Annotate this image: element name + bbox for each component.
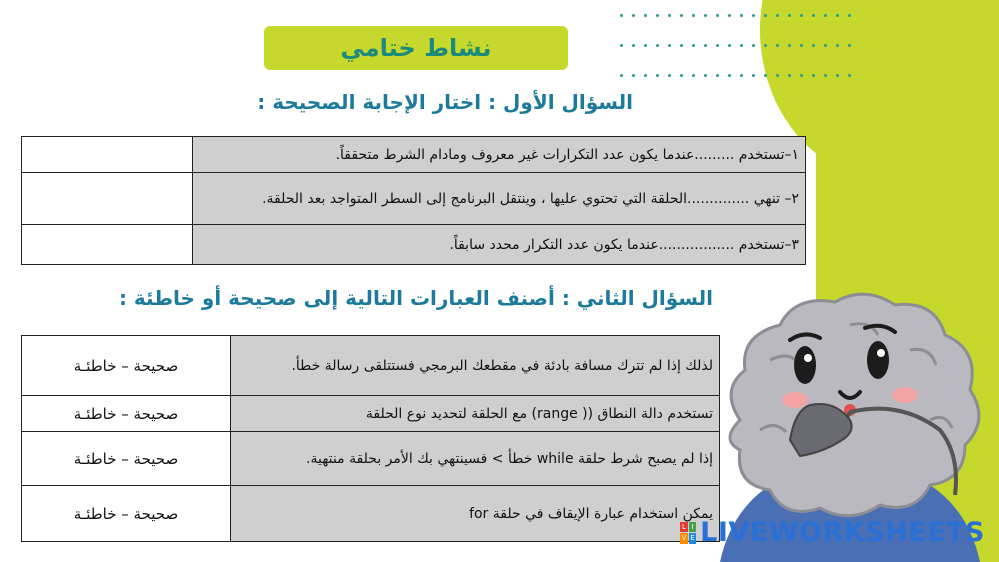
decor-dot xyxy=(788,74,791,77)
decor-dot xyxy=(620,74,623,77)
decor-dot xyxy=(680,74,683,77)
decor-dot xyxy=(692,44,695,47)
table-row xyxy=(22,336,720,396)
decor-dot xyxy=(788,14,791,17)
statement-cell: يمكن استخدام عبارة الإيقاف في حلقة for xyxy=(231,486,720,542)
decor-dot xyxy=(740,74,743,77)
decor-dot xyxy=(752,14,755,17)
true-false-choice[interactable]: صحيحة – خاطئـة xyxy=(22,486,231,542)
decor-dot xyxy=(632,44,635,47)
decor-dot xyxy=(776,44,779,47)
decor-dot xyxy=(632,14,635,17)
question-cell: ٣–تستخدم .................عندما يكون عدد التكرار محدد سابقاً. xyxy=(193,225,806,265)
decor-dot xyxy=(812,74,815,77)
liveworksheets-logo-icon xyxy=(680,522,696,544)
answer-box[interactable] xyxy=(22,173,193,225)
true-false-choice[interactable]: صحيحة – خاطئـة xyxy=(22,432,231,486)
decor-dot xyxy=(800,44,803,47)
brand-name: LIVEWORKSHEETS xyxy=(700,517,985,548)
decor-dot xyxy=(632,74,635,77)
decor-dot xyxy=(716,44,719,47)
section1-heading: السؤال الأول : اختار الإجابة الصحيحة : xyxy=(257,90,633,114)
decor-dot xyxy=(620,44,623,47)
page-title: نشاط ختامي xyxy=(264,26,568,70)
decor-dot xyxy=(644,74,647,77)
decor-dot xyxy=(824,14,827,17)
decor-dot xyxy=(752,74,755,77)
logo-badge-letter: E xyxy=(690,534,695,543)
decor-dot xyxy=(824,44,827,47)
decor-dot xyxy=(644,14,647,17)
decor-dot xyxy=(848,14,851,17)
decor-dot xyxy=(680,14,683,17)
table-row xyxy=(22,137,806,173)
decor-dot xyxy=(656,74,659,77)
decor-dot xyxy=(764,44,767,47)
question-cell: ٢– تنهي ..............الحلقة التي تحتوي عليها ، وينتقل البرنامج إلى السطر المتواجد بعد الحلقة. xyxy=(193,173,806,225)
question-cell: ١–تستخدم .........عندما يكون عدد التكرارات غير معروف ومادام الشرط متحققاً. xyxy=(193,137,806,173)
decor-dot xyxy=(668,14,671,17)
decor-dot xyxy=(740,14,743,17)
table-row xyxy=(22,432,720,486)
decor-dot xyxy=(668,74,671,77)
section2-table xyxy=(21,335,720,542)
decor-dot xyxy=(728,74,731,77)
decor-dot xyxy=(764,14,767,17)
decor-dot xyxy=(716,74,719,77)
table-row xyxy=(22,225,806,265)
decor-dot xyxy=(704,44,707,47)
true-false-choice[interactable]: صحيحة – خاطئـة xyxy=(22,336,231,396)
table-row xyxy=(22,173,806,225)
logo-badge-letter: I xyxy=(689,522,697,533)
decor-dots xyxy=(620,14,860,94)
table-row xyxy=(22,486,720,542)
table-row xyxy=(22,396,720,432)
true-false-choice[interactable]: صحيحة – خاطئـة xyxy=(22,396,231,432)
decor-dot xyxy=(620,14,623,17)
decor-dot xyxy=(800,14,803,17)
decor-dot xyxy=(836,44,839,47)
answer-box[interactable] xyxy=(22,137,193,173)
section2-heading: السؤال الثاني : أصنف العبارات التالية إلى صحيحة أو خاطئة : xyxy=(118,286,713,310)
decor-dot xyxy=(764,74,767,77)
decor-dot xyxy=(704,74,707,77)
decor-dot xyxy=(848,74,851,77)
logo-badge-letter: V xyxy=(681,534,687,543)
decor-dot xyxy=(692,14,695,17)
decor-dot xyxy=(644,44,647,47)
decor-dot xyxy=(656,14,659,17)
decor-dot xyxy=(812,44,815,47)
decor-dot xyxy=(728,14,731,17)
decor-dot xyxy=(848,44,851,47)
decor-dot xyxy=(656,44,659,47)
decor-dot xyxy=(680,44,683,47)
decor-dot xyxy=(716,14,719,17)
statement-cell: تستخدم دالة النطاق (( range) مع الحلقة لتحديد نوع الحلقة xyxy=(231,396,720,432)
decor-dot xyxy=(740,44,743,47)
liveworksheets-logo xyxy=(680,517,985,548)
statement-cell: لذلك إذا لم تترك مسافة بادئة في مقطعك البرمجي فستتلقى رسالة خطأ. xyxy=(231,336,720,396)
decor-dot xyxy=(752,44,755,47)
section1-table xyxy=(21,136,806,265)
decor-dot xyxy=(788,44,791,47)
statement-cell: إذا لم يصبح شرط حلقة while خطأ > فسينتهي بك الأمر بحلقة منتهية. xyxy=(231,432,720,486)
decor-dot xyxy=(812,14,815,17)
decor-dot xyxy=(704,14,707,17)
decor-dot xyxy=(776,74,779,77)
decor-dot xyxy=(692,74,695,77)
decor-dot xyxy=(800,74,803,77)
answer-box[interactable] xyxy=(22,225,193,265)
decor-dot xyxy=(836,14,839,17)
decor-dot xyxy=(668,44,671,47)
decor-dot xyxy=(836,74,839,77)
logo-badge-letter: L xyxy=(681,522,686,531)
decor-dot xyxy=(776,14,779,17)
decor-dot xyxy=(824,74,827,77)
decor-dot xyxy=(728,44,731,47)
